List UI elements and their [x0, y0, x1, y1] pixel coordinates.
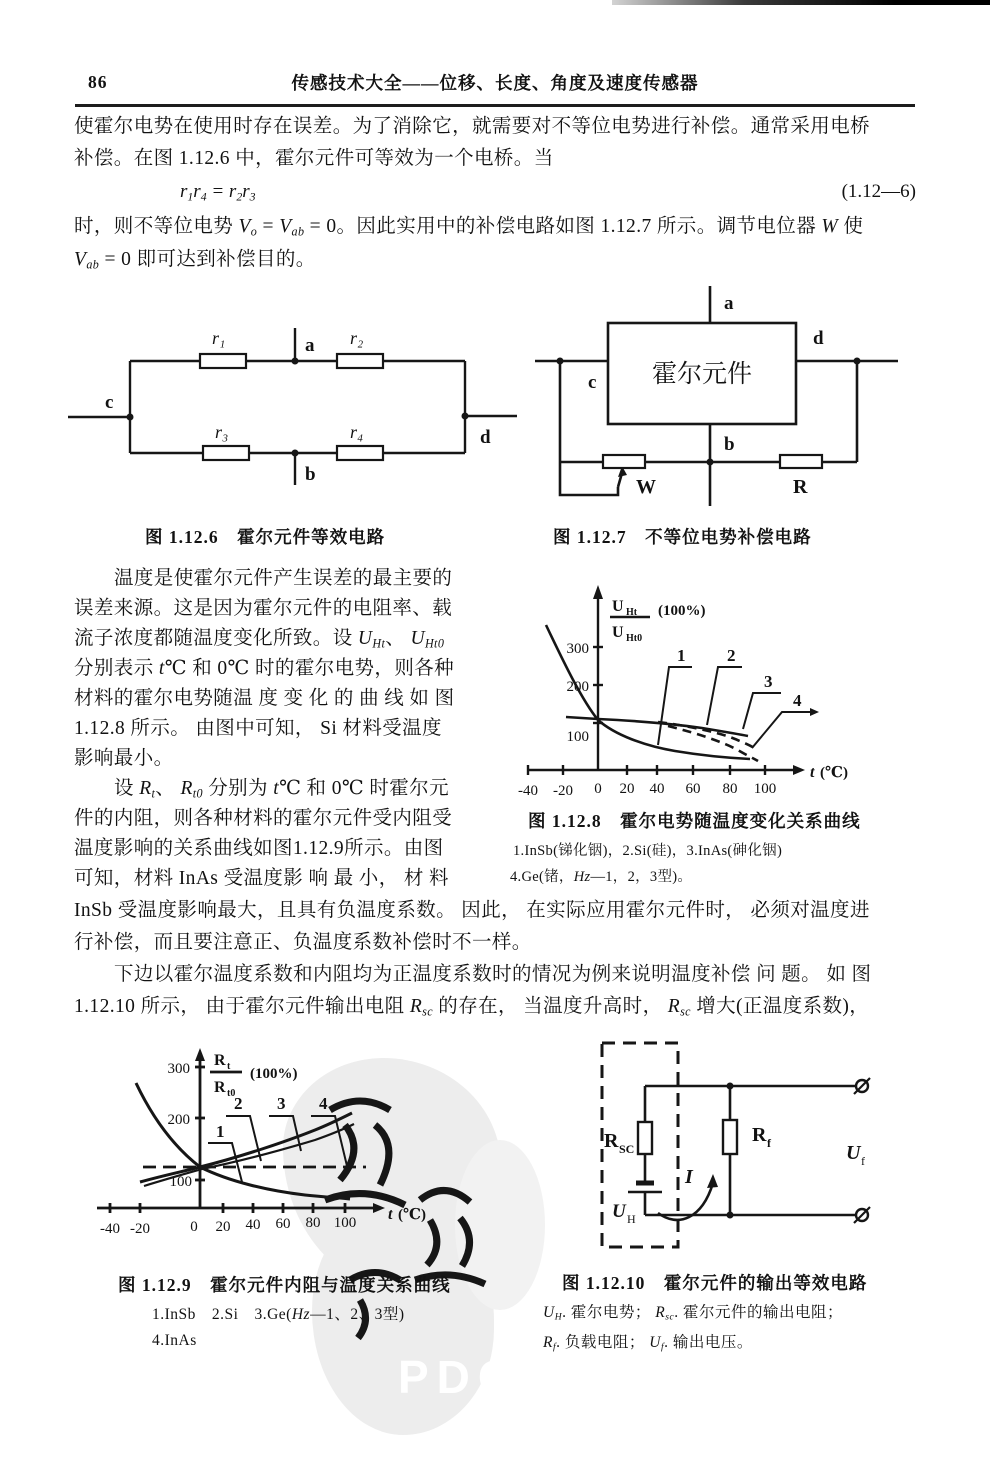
- y-tick-200: 200: [167, 1112, 190, 1128]
- paragraph-line: 补偿。在图 1.12.6 中，霍尔元件可等效为一个电桥。当: [74, 148, 554, 169]
- paragraph-line: 1.12.10 所示， 由于霍尔元件输出电阻 Rsc 的存在， 当温度升高时， Rsc 增大(正温度系数)，: [74, 996, 870, 1019]
- y-axis-arrowhead: [593, 585, 603, 599]
- x-tick: 60: [275, 1216, 291, 1232]
- figure-legend: Rf. 负载电阻； Uf. 输出电压。: [543, 1334, 753, 1353]
- figure-legend: 1.InSb(锑化铟)，2.Si(硅)，3.InAs(砷化铟): [513, 843, 783, 859]
- x-tick: 40: [245, 1217, 261, 1233]
- terminal-label-a: a: [305, 335, 315, 356]
- rsc-label-sub: SC: [619, 1142, 635, 1156]
- x-tick: 40: [649, 781, 665, 797]
- curve-label-2: 2: [727, 646, 736, 665]
- bridge-nodes: [127, 358, 469, 457]
- curve-label-3: 3: [277, 1094, 286, 1113]
- equation: r1r4 = r2r3: [180, 181, 256, 204]
- terminal-label-b: b: [724, 434, 735, 455]
- x-tick: 100: [333, 1215, 357, 1231]
- terminal-label-b: b: [305, 464, 316, 485]
- y-tick-300: 300: [167, 1061, 190, 1077]
- x-tick: -40: [100, 1221, 120, 1237]
- x-axis-label-t: t: [810, 764, 815, 781]
- curve-label-1: 1: [216, 1122, 225, 1141]
- scan-artifact-strip: [612, 0, 990, 5]
- terminal-label-d: d: [480, 427, 491, 448]
- uh-label: U: [612, 1201, 626, 1222]
- paragraph-line: 误差来源。这是因为霍尔元件的电阻率、载: [74, 598, 453, 619]
- y-axis-percent: (100%): [250, 1066, 298, 1082]
- paragraph-line: 设 Rt、 Rt0 分别为 t℃ 和 0℃ 时霍尔元: [114, 778, 449, 801]
- y-tick-100: 100: [566, 729, 589, 745]
- hall-element-label: 霍尔元件: [651, 361, 753, 388]
- curve-label-4: 4: [319, 1094, 328, 1113]
- terminal-label-c: c: [588, 372, 597, 393]
- x-tick: -20: [553, 783, 573, 799]
- y-axis-unit-denominator-sub: t0: [227, 1088, 236, 1099]
- y-tick-100: 100: [169, 1174, 192, 1190]
- paragraph-line: 使霍尔电势在使用时存在误差。为了消除它，就需要对不等位电势进行补偿。通常采用电桥: [74, 116, 871, 137]
- x-axis-label-unit: (℃): [820, 765, 848, 781]
- paragraph-line: 下边以霍尔温度系数和内阻均为正温度系数时的情况为例来说明温度补偿 问 题。 如 图: [114, 964, 872, 985]
- paragraph-line: 影响最小。: [74, 748, 174, 769]
- curve-callouts: [658, 667, 812, 748]
- page-number: 86: [88, 72, 108, 92]
- y-axis-percent: (100%): [658, 603, 706, 619]
- terminal-label-a: a: [724, 293, 734, 314]
- y-axis-unit-denominator: R: [214, 1079, 226, 1096]
- resistor-label-r2: r₂: [350, 328, 364, 348]
- uf-label-sub: f: [861, 1154, 865, 1168]
- resistor-label-r3: r₃: [215, 422, 229, 442]
- figure-hall-emf-chart: [510, 565, 960, 810]
- paragraph-line: InSb 受温度影响最大，且具有负温度系数。 因此， 在实际应用霍尔元件时， 必须对温度进: [74, 900, 870, 921]
- uf-label: U: [846, 1142, 861, 1164]
- y-axis-unit-numerator-sub: t: [227, 1061, 231, 1072]
- x-tick: 0: [594, 781, 602, 797]
- figure-legend: 1.InSb 2.Si 3.Ge(Hz—1、2、3型): [152, 1306, 405, 1323]
- figure-caption-1-12-10: 图 1.12.10 霍尔元件的输出等效电路: [562, 1273, 868, 1293]
- rf-label-sub: f: [767, 1136, 771, 1150]
- paragraph-line: 温度影响的关系曲线如图1.12.9所示。由图: [74, 838, 444, 859]
- paragraph-line: 可知，材料 InAs 受温度影 响 最 小， 材 料: [74, 868, 449, 889]
- x-tick: 20: [215, 1219, 231, 1235]
- bridge-resistors: [200, 354, 383, 460]
- figure-legend: 4.Ge(锗，Hz—1，2，3型)。: [510, 869, 693, 885]
- figure-legend: UH. 霍尔电势； Rsc. 霍尔元件的输出电阻；: [543, 1304, 844, 1323]
- compensation-wires: [535, 286, 898, 506]
- y-axis-unit-denominator-sub: Ht0: [626, 633, 643, 644]
- paragraph-line: Vab = 0 即可达到补偿目的。: [74, 249, 316, 272]
- curve-label-4: 4: [793, 691, 802, 710]
- x-axis-arrowhead: [373, 1203, 385, 1213]
- x-axis-label-unit: (℃): [398, 1207, 426, 1223]
- paragraph-line: 温度是使霍尔元件产生误差的最主要的: [114, 568, 453, 589]
- paragraph-line: 件的内阻，则各种材料的霍尔元件受内阻受: [74, 808, 453, 829]
- resistor-label-r: R: [793, 476, 808, 498]
- output-circuit-resistors: [638, 1120, 737, 1154]
- header-rule: [75, 104, 915, 107]
- x-tick: 20: [619, 781, 635, 797]
- x-tick: 60: [685, 781, 701, 797]
- figure-legend: 4.InAs: [152, 1332, 197, 1349]
- curve-label-3: 3: [764, 672, 773, 691]
- x-axis-label-t: t: [388, 1206, 393, 1223]
- y-tick-300: 300: [566, 641, 589, 657]
- resistor-label-r1: r₁: [212, 328, 226, 348]
- figure-caption-1-12-8: 图 1.12.8 霍尔电势随温度变化关系曲线: [528, 811, 861, 831]
- x-tick: 0: [190, 1219, 198, 1235]
- terminal-label-d: d: [813, 328, 824, 349]
- running-title: 传感技术大全——位移、长度、角度及速度传感器: [291, 73, 699, 93]
- current-label: I: [685, 1166, 693, 1188]
- paragraph-line: 1.12.8 所示。 由图中可知， Si 材料受温度: [74, 718, 442, 739]
- figure-bridge-circuit: [60, 288, 520, 516]
- curve-label-2: 2: [234, 1094, 243, 1113]
- x-tick: 100: [753, 781, 777, 797]
- terminal-label-c: c: [105, 392, 114, 413]
- y-axis-arrowhead: [195, 1048, 205, 1061]
- figure-output-circuit: [540, 1035, 980, 1263]
- rf-label: R: [752, 1124, 767, 1146]
- figure-caption-1-12-7: 图 1.12.7 不等位电势补偿电路: [553, 527, 812, 547]
- current-arrowhead: [707, 1174, 718, 1188]
- x-tick: -20: [130, 1221, 150, 1237]
- equation-number: (1.12—6): [841, 181, 916, 202]
- y-axis-unit-denominator: U: [612, 624, 624, 641]
- paragraph-line: 行补偿，而且要注意正、负温度系数补偿时不一样。: [74, 932, 532, 953]
- x-tick: 80: [722, 781, 738, 797]
- uh-label-sub: H: [627, 1212, 636, 1226]
- paragraph-line: 时，则不等位电势 Vo = Vab = 0。因此实用中的补偿电路如图 1.12.7 所示。调节电位器 W 使: [74, 216, 864, 239]
- y-tick-200: 200: [566, 679, 589, 695]
- y-axis-unit-numerator: U: [612, 598, 624, 615]
- potentiometer-label-w: W: [636, 476, 656, 498]
- paragraph-line: 分别表示 t℃ 和 0℃ 时的霍尔电势，则各种: [74, 658, 455, 679]
- figure-compensation-circuit: [530, 278, 990, 516]
- bridge-wires: [68, 328, 517, 485]
- watermark-pdg-text: PDG: [398, 1351, 522, 1403]
- curve-label-1: 1: [677, 646, 686, 665]
- x-tick: -40: [518, 783, 538, 799]
- paragraph-line: 流子浓度都随温度变化所致。设 UHt、 UHt0: [74, 628, 445, 651]
- callout-arrowhead: [810, 708, 819, 716]
- x-tick: 80: [305, 1215, 321, 1231]
- paragraph-line: 材料的霍尔电势随温 度 变 化 的 曲 线 如 图: [74, 688, 455, 709]
- y-axis-unit-numerator: R: [214, 1052, 226, 1069]
- figure-caption-1-12-9: 图 1.12.9 霍尔元件内阻与温度关系曲线: [118, 1275, 451, 1295]
- figure-resistance-chart: [70, 1045, 520, 1265]
- figure-caption-1-12-6: 图 1.12.6 霍尔元件等效电路: [145, 527, 386, 547]
- battery-symbol: [628, 1183, 662, 1192]
- y-axis-unit-numerator-sub: Ht: [626, 607, 638, 618]
- resistor-label-r4: r₄: [350, 422, 364, 442]
- x-axis-arrowhead: [793, 765, 805, 775]
- rsc-label: R: [604, 1130, 619, 1152]
